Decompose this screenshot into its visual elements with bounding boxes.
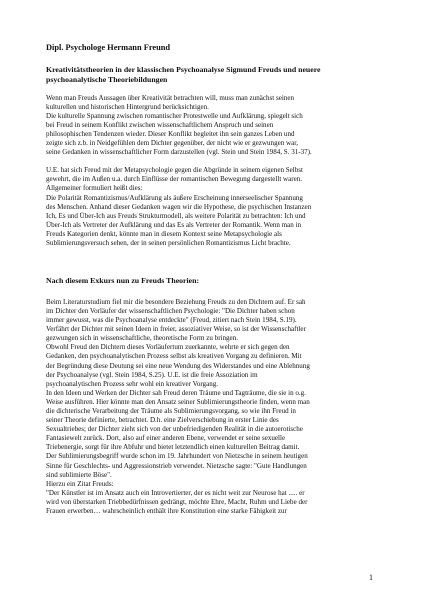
text-line: "Der Künstler ist im Ansatz auch ein Introvertierter, der es nicht weit zur Neurose hat ..... er — [46, 488, 305, 497]
page-content — [46, 43, 376, 525]
text-line: In den Ideen und Werken der Dichter sah Freud deren Träume und Tagträume, die sie in o.g. — [46, 388, 306, 397]
text-line: gezwungen sich in wissenschaftliche, theoretische Form zu bringen. — [46, 334, 238, 343]
text-line: Verfährt der Dichter mit seinen Ideen in freier, assoziativer Weise, so ist der Wissenschaftler — [46, 325, 306, 334]
text-line: Wenn man Freuds Aussagen über Kreativität betrachten will, muss man zunächst seinen — [46, 93, 294, 102]
text-line: Der Sublimierungsbegriff wurde schon im 19. Jahrhundert von Nietzsche in seinem heutigen — [46, 452, 308, 461]
text-line: Beim Literaturstudium fiel mir die besondere Beziehung Freuds zu den Dichtern auf. Er sah — [46, 297, 306, 306]
text-line: Triebenergie, sorgt für ihre Abfuhr und bietet letztendlich einen kulturellen Beitrag damit. — [46, 443, 300, 452]
text-line: wird von überstarken Triebbedürfnissen gedrängt, möchte Ehre, Macht, Ruhm und Liebe der — [46, 497, 308, 506]
text-line: Gedanken, den psychoanalytischen Prozess selbst als kreativen Vorgang zu definieren. Mit — [46, 352, 302, 361]
text-line: Sexualtriebes; der Dichter zieht sich von der unbefriedigenden Realität in die autoerotische — [46, 425, 303, 434]
text-line: sind sublimierte Böse". — [46, 470, 112, 479]
text-line: Ich, Es und Über-Ich aus Freuds Strukturmodell, als weitere Polarität zu betrachten: Ich und — [46, 211, 306, 220]
paragraph-freud-theories — [46, 298, 376, 516]
text-line: kulturellen und historischen Hintergrund berücksichtigen. — [46, 102, 209, 111]
document-title — [46, 65, 376, 85]
title-line: psychoanalytische Theoriebildungen — [46, 74, 168, 84]
text-line: im Dichter den Vorläufer der wissenschaftlichen Psychologie: "Die Dichter haben schon — [46, 306, 295, 315]
section-heading: Nach diesem Exkurs nun zu Freuds Theorien: — [46, 276, 200, 286]
text-line: U.E. hat sich Freud mit der Metapsychologie gegen die Abgründe in seinem eigenen Selbst — [46, 166, 303, 175]
text-line: Sinne für Geschlechts- und Aggressionstrieb verwendet. Nietzsche sagte: "Gute Handlungen — [46, 461, 307, 470]
text-line: Freuds Kategorien denkt, könnte man in diesem Kontext seine Metapsychologie als — [46, 229, 282, 238]
author-name: Dipl. Psychologe Hermann Freund — [46, 43, 171, 52]
page-number: 1 — [369, 573, 373, 582]
text-line: Sublimierungsversuch sehen, der in seinen persönlichen Romantizismus Licht brachte. — [46, 239, 291, 247]
text-line: gewehrt, die im Außen u.a. durch Einflüsse der romantischen Bewegung dargestellt waren. — [46, 175, 303, 184]
text-line: seine Gedanken in wissenschaftlicher Form darzustellen (vgl. Stein und Stein 1984, S. 31-37). — [46, 148, 312, 157]
text-line: Allgemeiner formuliert heißt dies: — [46, 184, 143, 193]
text-line: Obwohl Freud den Dichtern dieses Vorläufertum zuerkannte, wehrte er sich gegen den — [46, 343, 290, 352]
text-line: Weise ausführen. Hier könnte man den Ansatz seiner Sublimierungstheorie finden, wenn man — [46, 397, 310, 406]
text-line: bei Freud in seinem Konflikt zwischen wissenschaftlichem Anspruch und seinen — [46, 120, 274, 129]
text-line: Fantasiewelt zurück. Dort, also auf einer anderen Ebene, verwendet er seine sexuelle — [46, 434, 286, 443]
text-line: psychoanalytischen Prozess sehr wohl ein kreativer Vorgang. — [46, 379, 219, 388]
text-line: Die Polarität Romantizismus/Aufklärung als äußere Erscheinung innerseelischer Spannung — [46, 193, 303, 202]
text-line: Über-Ich als Vertreter der Aufklärung und das Es als Vertreter der Romantik. Wenn man in — [46, 220, 302, 229]
paragraph-cultural-background — [46, 94, 376, 158]
text-line: der Psychoanalyse (vgl. Stein 1984, S.25). U.E. ist die freie Assoziation im — [46, 370, 258, 379]
text-line: philosophischen Tendenzen wieder. Dieser Konflikt begleitet ihn sein ganzes Leben und — [46, 129, 295, 138]
paragraph-metapsychology — [46, 166, 376, 248]
text-line: Frauen erwerben… wahrscheinlich enthält ihre Konstitution eine starke Fähigkeit zur — [46, 507, 287, 516]
text-line: immer gewusst, was die Psychoanalyse entdeckte" (Freud, zitiert nach Stein 1984, S.19). — [46, 316, 297, 325]
text-line: des Menschen. Anhand dieser Gedanken wagen wir die Hypothese, die psychischen Instanzen — [46, 202, 312, 211]
text-line: Die kulturelle Spannung zwischen romantischer Protestwelle und Aufklärung, spiegelt sich — [46, 111, 303, 120]
text-line: zeigte sich z.b. in Neidgefühlen dem Dichter gegenüber, der nicht wie er gezwungen war, — [46, 139, 299, 148]
title-line: Kreativitätstheorien in der klassischen Psychoanalyse Sigmund Freuds und neuere — [46, 65, 321, 74]
text-line: seiner Theorie definierte, betrachtet. D.h. eine Zielverschiebung in erster Linie des — [46, 416, 279, 425]
text-line: Hierzu ein Zitat Freuds: — [46, 479, 114, 488]
text-line: der Begründung diese Deutung sei eine neue Wendung des Widerstandes und eine Ablehnung — [46, 361, 310, 370]
text-line: die dichterische Verarbeitung der Träume als Sublimierungsvorgang, so wie ihn Freud in — [46, 407, 296, 416]
